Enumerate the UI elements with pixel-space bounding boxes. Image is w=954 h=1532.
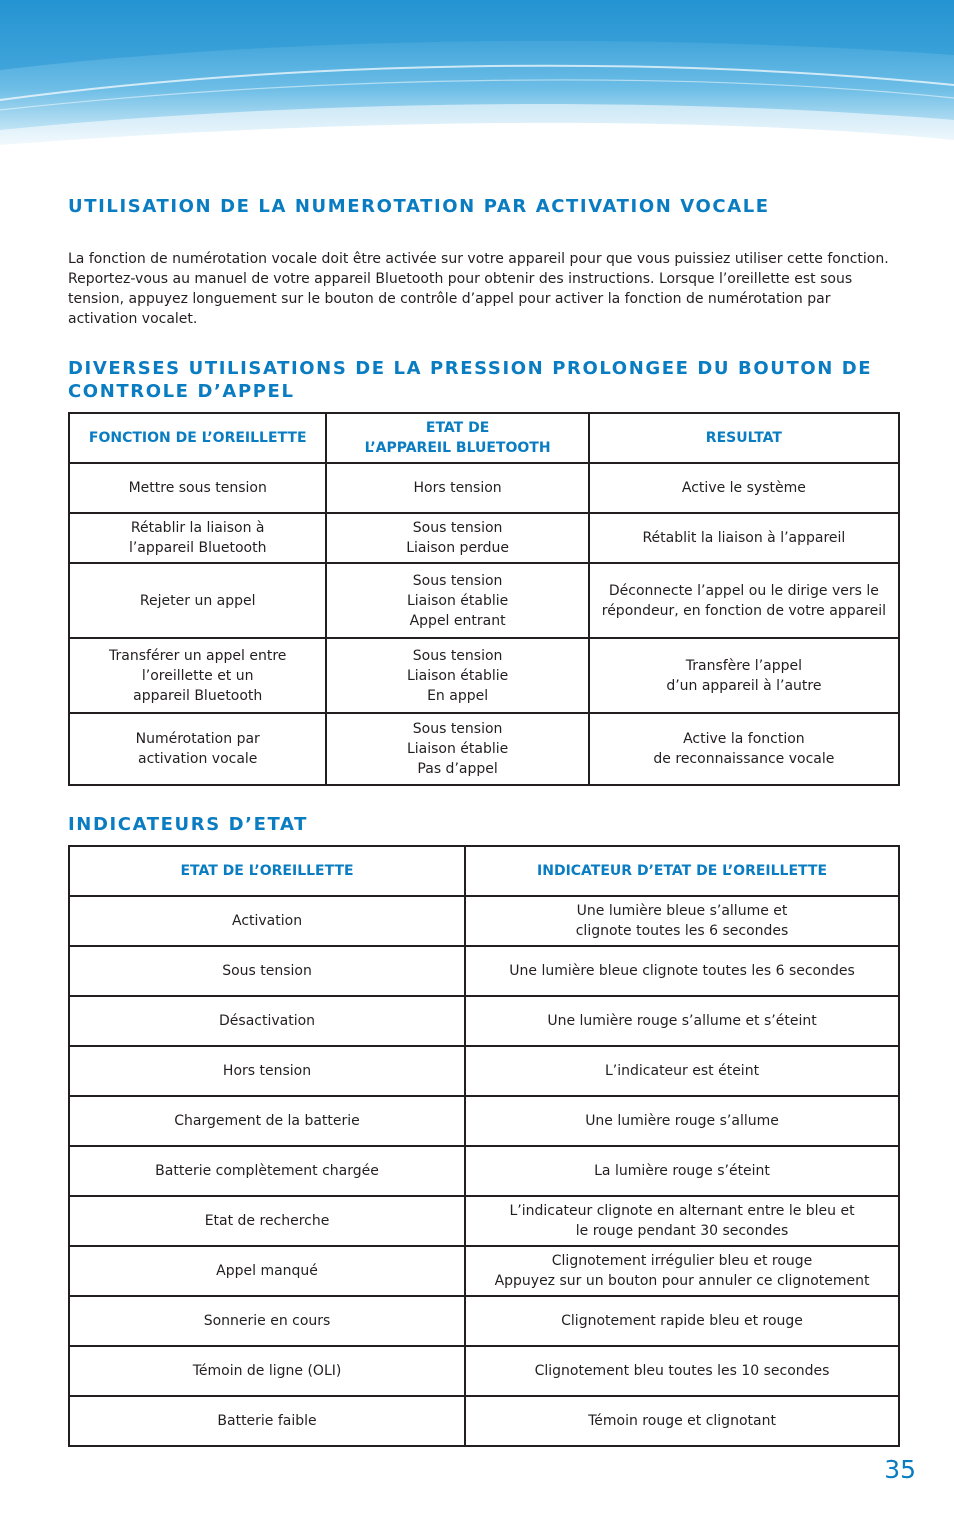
table-row [69,896,899,946]
table-cell: Rejeter un appel [69,563,326,638]
long-press-table [68,412,900,786]
table-cell: Sous tension [69,946,465,996]
table-cell: Active la fonction de reconnaissance vocale [589,713,899,785]
table-cell: Sous tension Liaison établie Pas d’appel [326,713,588,785]
table-cell: Sous tension Liaison perdue [326,513,588,563]
column-header: RESULTAT [589,413,899,463]
table-cell: Activation [69,896,465,946]
table-cell: Chargement de la batterie [69,1096,465,1146]
column-header: ETAT DE L’APPAREIL BLUETOOTH [326,413,588,463]
table-cell: Etat de recherche [69,1196,465,1246]
header-banner [0,0,954,160]
table-row [69,1296,899,1346]
table-row [69,1346,899,1396]
table-cell: Désactivation [69,996,465,1046]
table-cell: Clignotement bleu toutes les 10 secondes [465,1346,899,1396]
table-cell: Déconnecte l’appel ou le dirige vers le répondeur, en fonction de votre appareil [589,563,899,638]
section-body-voice-dialing: La fonction de numérotation vocale doit être activée sur votre appareil pour que vous puissiez utiliser cette fonction. Reportez-vous au manuel de votre appareil Bluetooth pour obtenir des instructions. Lorsque l’oreillette est sous tension, appuyez longuement sur le bouton de contrôle d’appel pour activer la fonction de numérotation par activation vocalet. [68,251,889,327]
page-number: 35 [884,1455,916,1484]
table-cell: Une lumière rouge s’allume [465,1096,899,1146]
table-cell: Rétablir la liaison à l’appareil Bluetooth [69,513,326,563]
table-cell: Appel manqué [69,1246,465,1296]
table-row [69,1096,899,1146]
table-cell: Transférer un appel entre l’oreillette et un appareil Bluetooth [69,638,326,713]
table-cell: Témoin rouge et clignotant [465,1396,899,1446]
status-indicators-table [68,845,900,1447]
table-cell: Active le système [589,463,899,513]
table-cell: Sous tension Liaison établie Appel entrant [326,563,588,638]
table-cell: Sous tension Liaison établie En appel [326,638,588,713]
table-row [69,563,899,638]
table-cell: Clignotement irrégulier bleu et rouge Appuyez sur un bouton pour annuler ce clignotement [465,1246,899,1296]
table-row [69,638,899,713]
table-header-row [69,846,899,896]
table-cell: Hors tension [69,1046,465,1096]
table-row [69,513,899,563]
table-row [69,996,899,1046]
table-cell: Témoin de ligne (OLI) [69,1346,465,1396]
table-cell: La lumière rouge s’éteint [465,1146,899,1196]
table-row [69,1046,899,1096]
table-cell: L’indicateur est éteint [465,1046,899,1096]
table-cell: Une lumière bleue s’allume et clignote toutes les 6 secondes [465,896,899,946]
table-cell: Rétablit la liaison à l’appareil [589,513,899,563]
table-cell: Hors tension [326,463,588,513]
column-header: ETAT DE L’OREILLETTE [69,846,465,896]
table-row [69,713,899,785]
table-row [69,1146,899,1196]
table-cell: Sonnerie en cours [69,1296,465,1346]
table-header-row [69,413,899,463]
table-cell: Une lumière rouge s’allume et s’éteint [465,996,899,1046]
table-cell: Mettre sous tension [69,463,326,513]
column-header: FONCTION DE L’OREILLETTE [69,413,326,463]
table-cell: Clignotement rapide bleu et rouge [465,1296,899,1346]
table-row [69,463,899,513]
table-cell: Transfère l’appel d’un appareil à l’autre [589,638,899,713]
table-cell: Numérotation par activation vocale [69,713,326,785]
table-cell: Batterie faible [69,1396,465,1446]
table-cell: Une lumière bleue clignote toutes les 6 secondes [465,946,899,996]
table-row [69,1196,899,1246]
section-title-long-press: DIVERSES UTILISATIONS DE LA PRESSION PROLONGEE DU BOUTON DE CONTROLE D’APPEL [68,358,873,402]
column-header: INDICATEUR D’ETAT DE L’OREILLETTE [465,846,899,896]
table-row [69,946,899,996]
table-row [69,1246,899,1296]
section-title-status-indicators: INDICATEURS D’ETAT [68,814,308,835]
section-title-voice-dialing: UTILISATION DE LA NUMEROTATION PAR ACTIVATION VOCALE [68,196,770,217]
table-row [69,1396,899,1446]
table-cell: L’indicateur clignote en alternant entre le bleu et le rouge pendant 30 secondes [465,1196,899,1246]
table-cell: Batterie complètement chargée [69,1146,465,1196]
